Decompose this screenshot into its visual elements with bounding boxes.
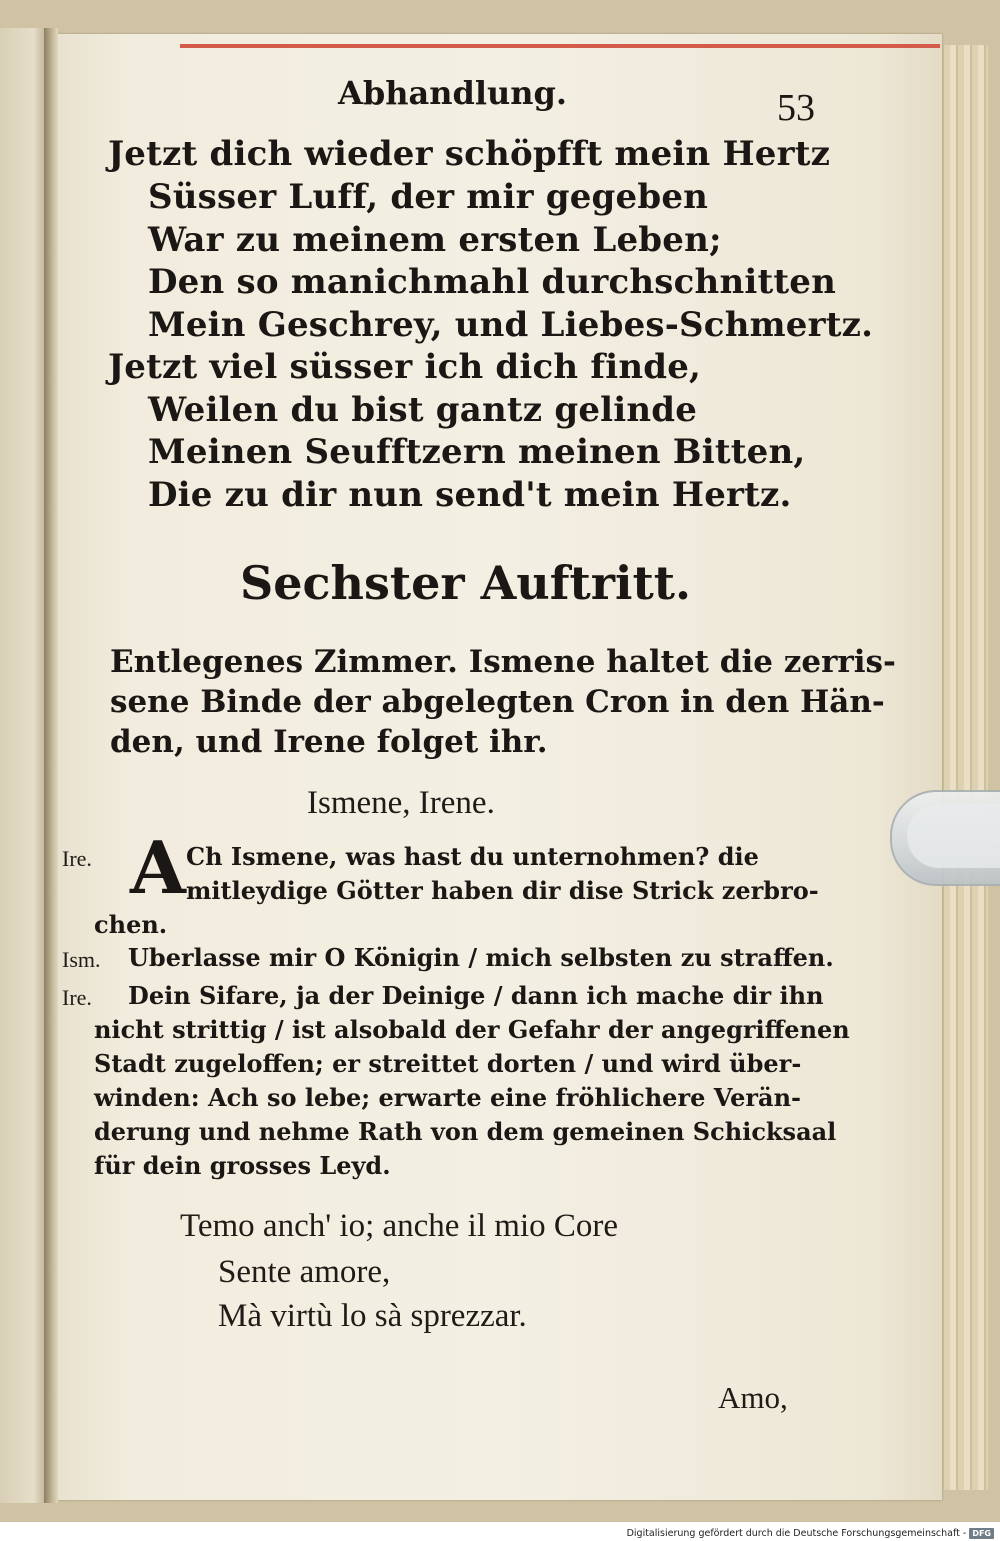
poem-line: Die zu dir nun send't mein Hertz.	[148, 475, 792, 515]
dialogue-line: Dein Sifare, ja der Deinige / dann ich mache dir ihn	[128, 981, 824, 1010]
speaker-tag: Ire.	[62, 846, 92, 871]
book-gutter	[44, 28, 58, 1503]
poem-line: Mein Geschrey, und Liebes-Schmertz.	[148, 305, 874, 345]
scene-title: Sechster Auftritt.	[240, 556, 691, 610]
page-stack-edge	[936, 45, 988, 1490]
dfg-logo: DFG	[969, 1528, 994, 1539]
speaker-tag: Ism.	[62, 947, 101, 972]
italian-line: Temo anch' io; anche il mio Core	[180, 1208, 619, 1244]
digitization-footer	[627, 1527, 994, 1539]
poem-line: Süsser Luff, der mir gegeben	[148, 177, 709, 217]
page-number: 53	[777, 87, 815, 129]
red-page-edge	[180, 44, 940, 48]
stage-direction-line: sene Binde der abgelegten Cron in den Hän-	[110, 684, 885, 720]
dialogue-line: Stadt zugeloffen; er streittet dorten / und wird über-	[94, 1049, 802, 1078]
footer-credit: Digitalisierung gefördert durch die Deutsche Forschungsgemeinschaft -	[626, 1527, 967, 1539]
poem-line: Jetzt viel süsser ich dich finde,	[108, 347, 702, 387]
italian-line: Mà virtù lo sà sprezzar.	[218, 1298, 527, 1334]
italian-line: Sente amore,	[218, 1254, 391, 1290]
page-holder-clip-highlight	[907, 804, 1000, 868]
poem-line: Den so manichmahl durchschnitten	[148, 262, 837, 302]
drop-cap: A	[130, 825, 186, 910]
speaker-tag: Ire.	[62, 985, 92, 1010]
dialogue-line: Ch Ismene, was hast du unternohmen? die	[186, 842, 759, 871]
dialogue-line: mitleydige Götter haben dir dise Strick zerbro-	[186, 876, 819, 905]
poem-line: War zu meinem ersten Leben;	[148, 220, 722, 260]
dialogue-line: nicht strittig / ist alsobald der Gefahr der angegriffenen	[94, 1015, 850, 1044]
catchword: Amo,	[718, 1380, 788, 1415]
dialogue-line: chen.	[94, 910, 168, 939]
dialogue-line: für dein grosses Leyd.	[94, 1151, 391, 1180]
dialogue-line: Uberlasse mir O Königin / mich selbsten zu straffen.	[128, 943, 834, 972]
speaker-list: Ismene, Irene.	[307, 785, 495, 821]
previous-page-edge	[0, 28, 48, 1503]
running-head: Abhandlung.	[338, 74, 568, 112]
dialogue-line: winden: Ach so lebe; erwarte eine fröhlichere Verän-	[94, 1083, 802, 1112]
poem-line: Meinen Seufftzern meinen Bitten,	[148, 432, 806, 472]
poem-line: Jetzt dich wieder schöpfft mein Hertz	[108, 134, 831, 174]
stage-direction-line: den, und Irene folget ihr.	[110, 724, 548, 760]
poem-line: Weilen du bist gantz gelinde	[148, 390, 698, 430]
dialogue-line: derung und nehme Rath von dem gemeinen Schicksaal	[94, 1117, 837, 1146]
stage-direction-line: Entlegenes Zimmer. Ismene haltet die zerris-	[110, 644, 896, 680]
